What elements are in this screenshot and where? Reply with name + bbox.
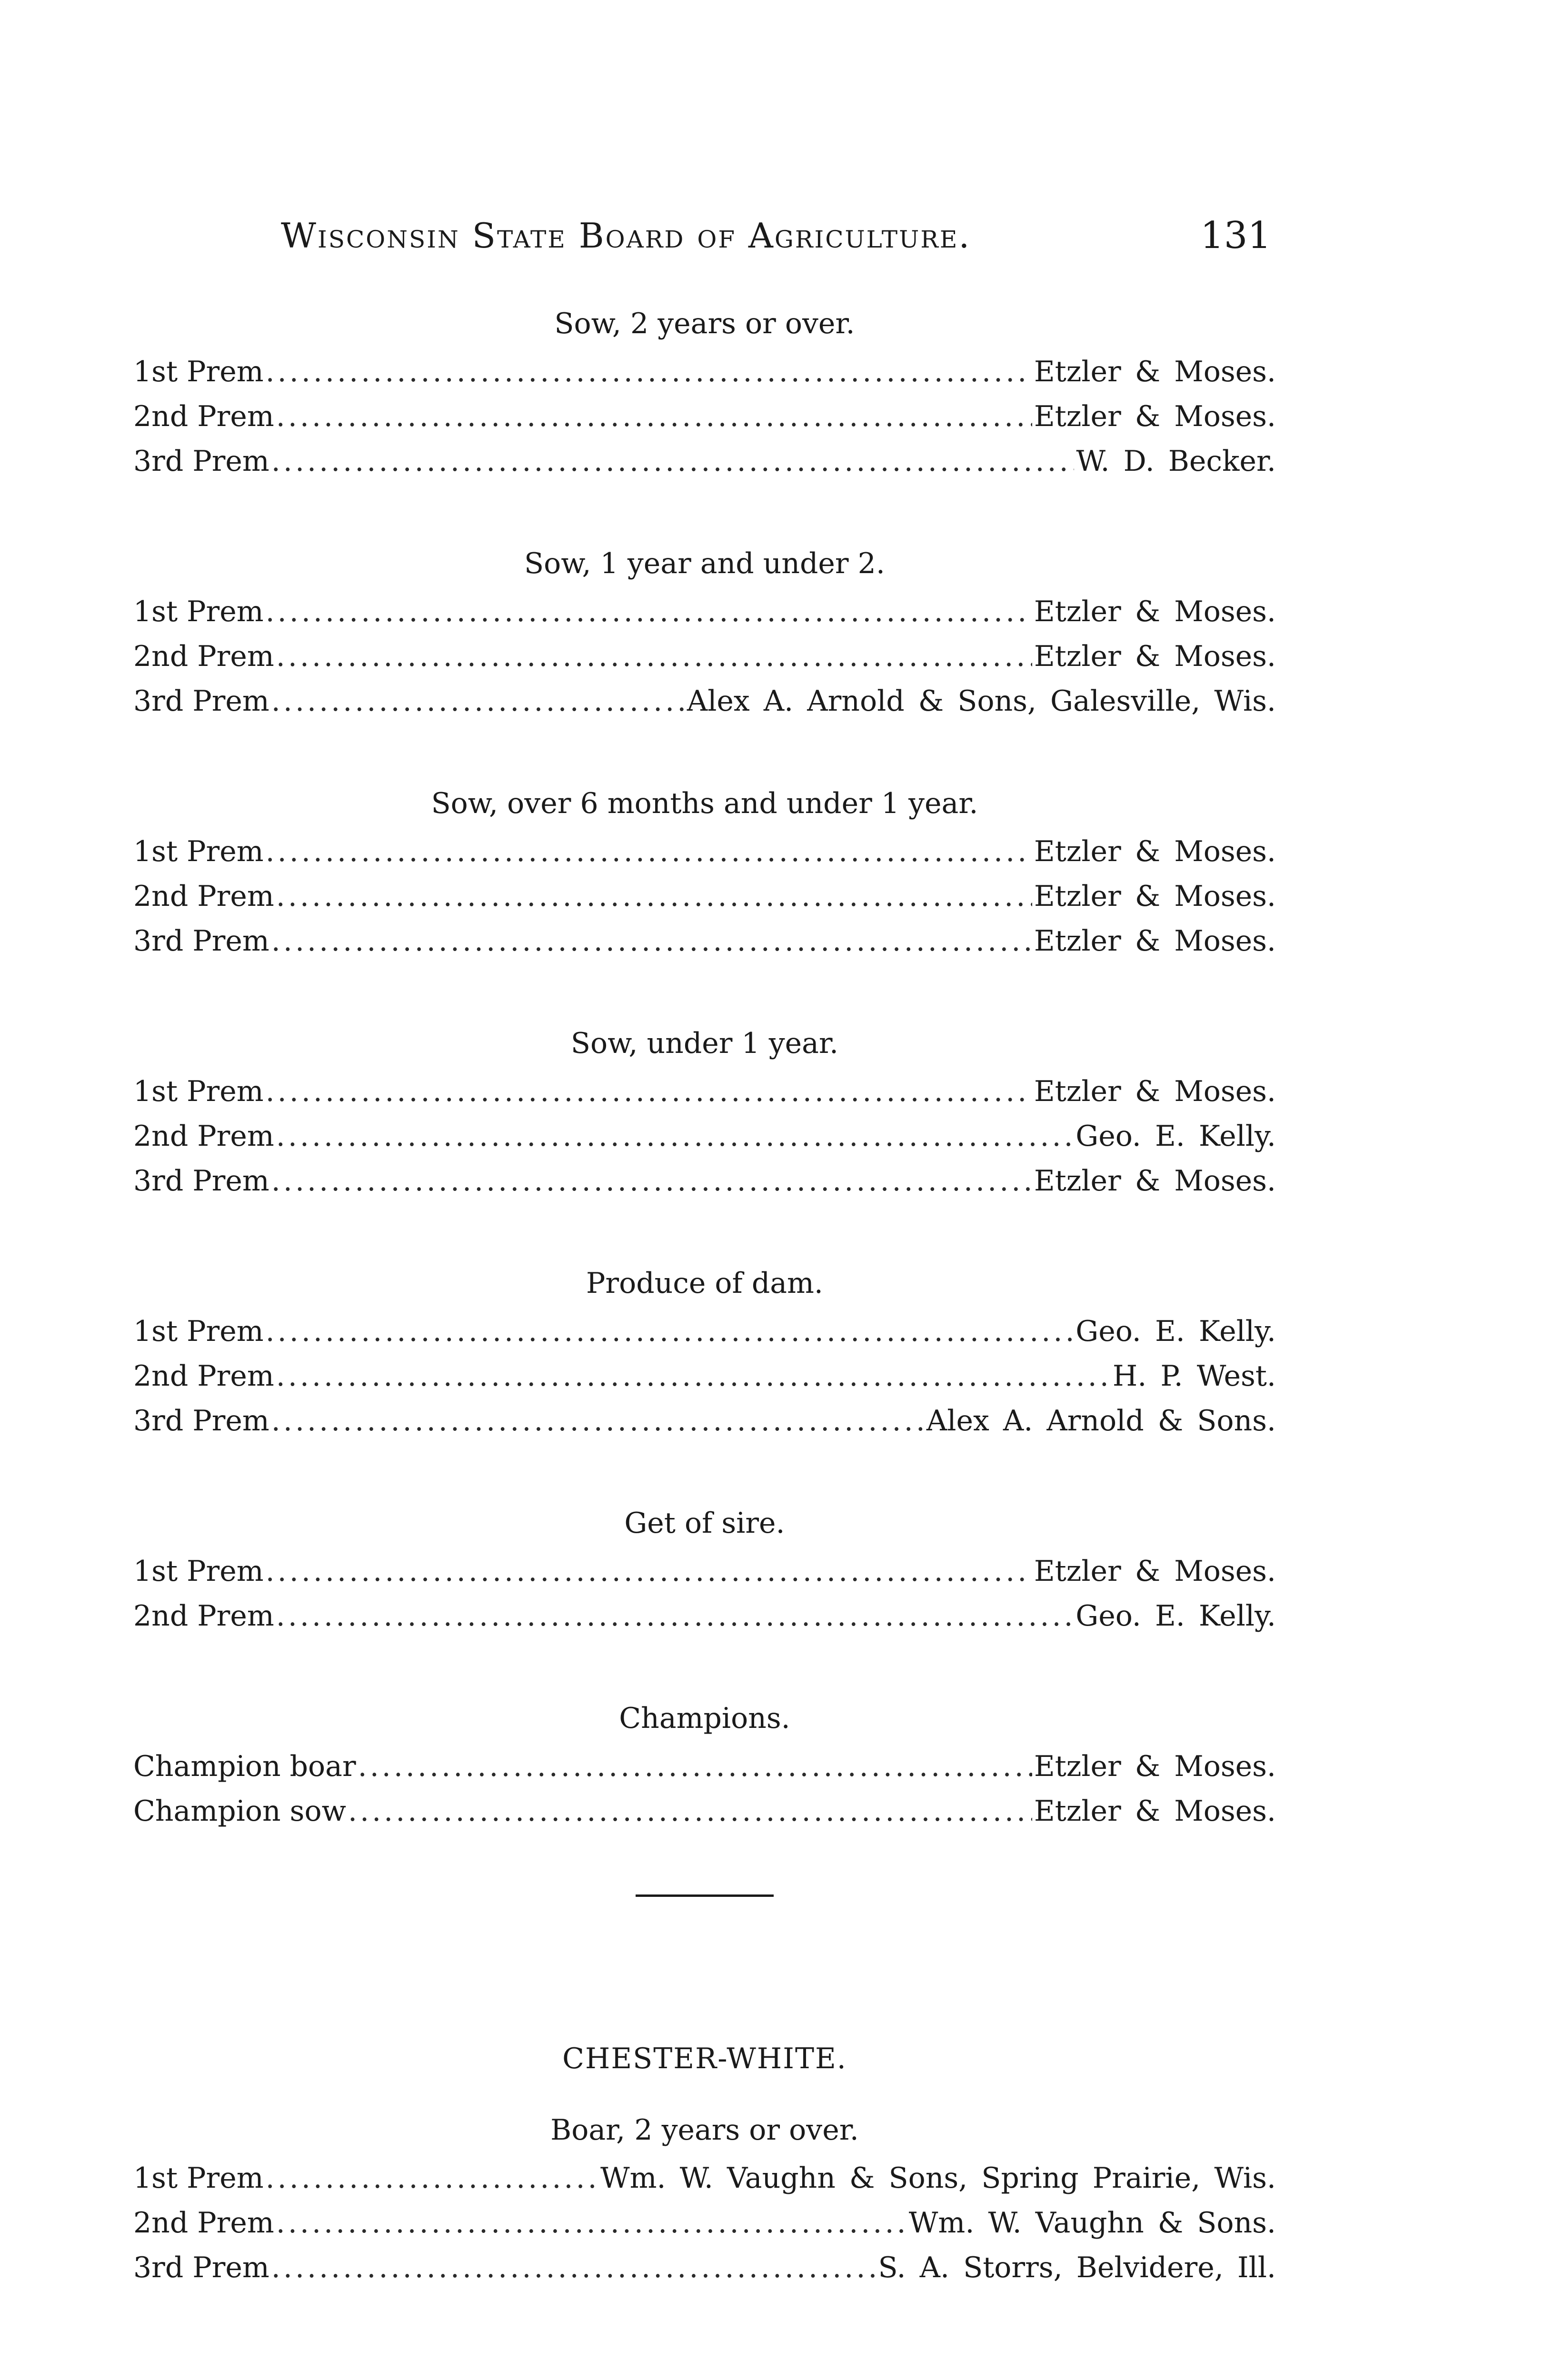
entry-value: Etzler & Moses. [1034,1164,1276,1198]
section-title: Sow, under 1 year. [570,1027,839,1060]
entry-value: Etzler & Moses. [1034,1750,1276,1783]
entry-label: 1st Prem [133,1075,264,1108]
entry-row [133,1114,1276,1159]
dot-leader [271,1159,1032,1203]
entry-row [133,2201,1276,2245]
entry-row [133,349,1276,394]
entry-value: Etzler & Moses. [1034,924,1276,958]
section-title: Champions. [619,1702,790,1735]
dot-leader [358,1744,1032,1789]
entry-value: Etzler & Moses. [1034,1075,1276,1108]
entry-value: Etzler & Moses. [1034,880,1276,913]
entry-value: Geo. E. Kelly. [1076,1315,1276,1348]
entry-label: 2nd Prem [133,880,274,913]
entry-row [133,679,1276,724]
entry-row [133,1398,1276,1443]
entry-label: 2nd Prem [133,400,274,433]
entry-row [133,1309,1276,1354]
dot-leader [276,874,1032,919]
entry-row [133,1354,1276,1398]
entry-row [133,1549,1276,1594]
section-sow-over-6-months [133,784,1276,963]
entry-row [133,589,1276,634]
entry-label: 3rd Prem [133,2251,269,2284]
entry-value: Etzler & Moses. [1034,355,1276,388]
entry-value: H. P. West. [1112,1359,1276,1393]
entry-label: 1st Prem [133,2162,264,2195]
entry-row [133,1594,1276,1638]
section-title: Boar, 2 years or over. [550,2113,859,2147]
section-get-of-sire [133,1504,1276,1638]
entry-label: 3rd Prem [133,924,269,958]
dot-leader [266,1069,1032,1114]
entry-label: 1st Prem [133,1315,264,1348]
page-number: 131 [1200,214,1271,257]
dot-leader [276,2201,907,2245]
entry-row [133,1789,1276,1834]
dot-leader [276,1594,1074,1638]
entry-label: 2nd Prem [133,1359,274,1393]
entry-row [133,1159,1276,1203]
dot-leader [266,2156,598,2201]
entry-value: Etzler & Moses. [1034,1555,1276,1588]
entry-label: Champion boar [133,1750,356,1783]
dot-leader [266,1309,1074,1354]
entry-label: 1st Prem [133,595,264,628]
entry-row [133,2245,1276,2290]
entry-label: 2nd Prem [133,640,274,673]
dot-leader [276,1114,1074,1159]
entry-label: 2nd Prem [133,1599,274,1633]
entry-label: 3rd Prem [133,445,269,478]
entry-value: Etzler & Moses. [1034,835,1276,868]
entry-row [133,919,1276,963]
dot-leader [271,439,1075,484]
dot-leader [271,919,1032,963]
entry-value: Alex A. Arnold & Sons. [926,1404,1276,1438]
entry-label: 3rd Prem [133,1404,269,1438]
entry-label: 2nd Prem [133,1120,274,1153]
entry-value: W. D. Becker. [1076,445,1276,478]
section-divider-rule [636,1894,774,1897]
section-title: Sow, 2 years or over. [554,307,855,340]
entry-value: Alex A. Arnold & Sons, Galesville, Wis. [687,684,1276,718]
entry-value: Wm. W. Vaughn & Sons, Spring Prairie, Wis. [600,2162,1276,2195]
entry-label: 3rd Prem [133,684,269,718]
entry-label: 3rd Prem [133,1164,269,1198]
entry-value: Geo. E. Kelly. [1076,1599,1276,1633]
entry-value: Etzler & Moses. [1034,400,1276,433]
entry-row [133,829,1276,874]
section-champions [133,1699,1276,1834]
entry-value: Etzler & Moses. [1034,595,1276,628]
entry-row [133,1744,1276,1789]
running-title: Wisconsin State Board of Agriculture. [281,216,971,256]
entry-row [133,439,1276,484]
entry-row [133,2156,1276,2201]
section-sow-2-years [133,305,1276,484]
running-head [281,209,1271,262]
entry-label: Champion sow [133,1795,346,1828]
entry-label: 2nd Prem [133,2206,274,2240]
entry-value: Wm. W. Vaughn & Sons. [908,2206,1276,2240]
dot-leader [266,1549,1032,1594]
entry-row [133,394,1276,439]
section-title: Get of sire. [624,1507,785,1540]
dot-leader [271,1398,925,1443]
dot-leader [348,1789,1032,1834]
premium-list [133,305,1276,2351]
section-sow-1-year [133,545,1276,724]
entry-value: Etzler & Moses. [1034,640,1276,673]
section-title: Sow, over 6 months and under 1 year. [431,787,978,820]
section-title: Sow, 1 year and under 2. [524,547,885,580]
section-title: Produce of dam. [586,1267,823,1300]
entry-row [133,634,1276,679]
entry-value: Etzler & Moses. [1034,1795,1276,1828]
dot-leader [266,829,1032,874]
breed-title: CHESTER-WHITE. [562,2042,847,2075]
entry-value: Geo. E. Kelly. [1076,1120,1276,1153]
dot-leader [271,679,685,724]
dot-leader [276,394,1032,439]
section-produce-of-dam [133,1264,1276,1443]
entry-label: 1st Prem [133,1555,264,1588]
dot-leader [266,589,1032,634]
section-boar-2-years [133,2111,1276,2290]
entry-row [133,1069,1276,1114]
entry-label: 1st Prem [133,355,264,388]
dot-leader [271,2245,877,2290]
entry-row [133,874,1276,919]
entry-value: S. A. Storrs, Belvidere, Ill. [878,2251,1276,2284]
entry-label: 1st Prem [133,835,264,868]
dot-leader [266,349,1032,394]
section-sow-under-1-year [133,1024,1276,1203]
dot-leader [276,634,1032,679]
dot-leader [276,1354,1111,1398]
